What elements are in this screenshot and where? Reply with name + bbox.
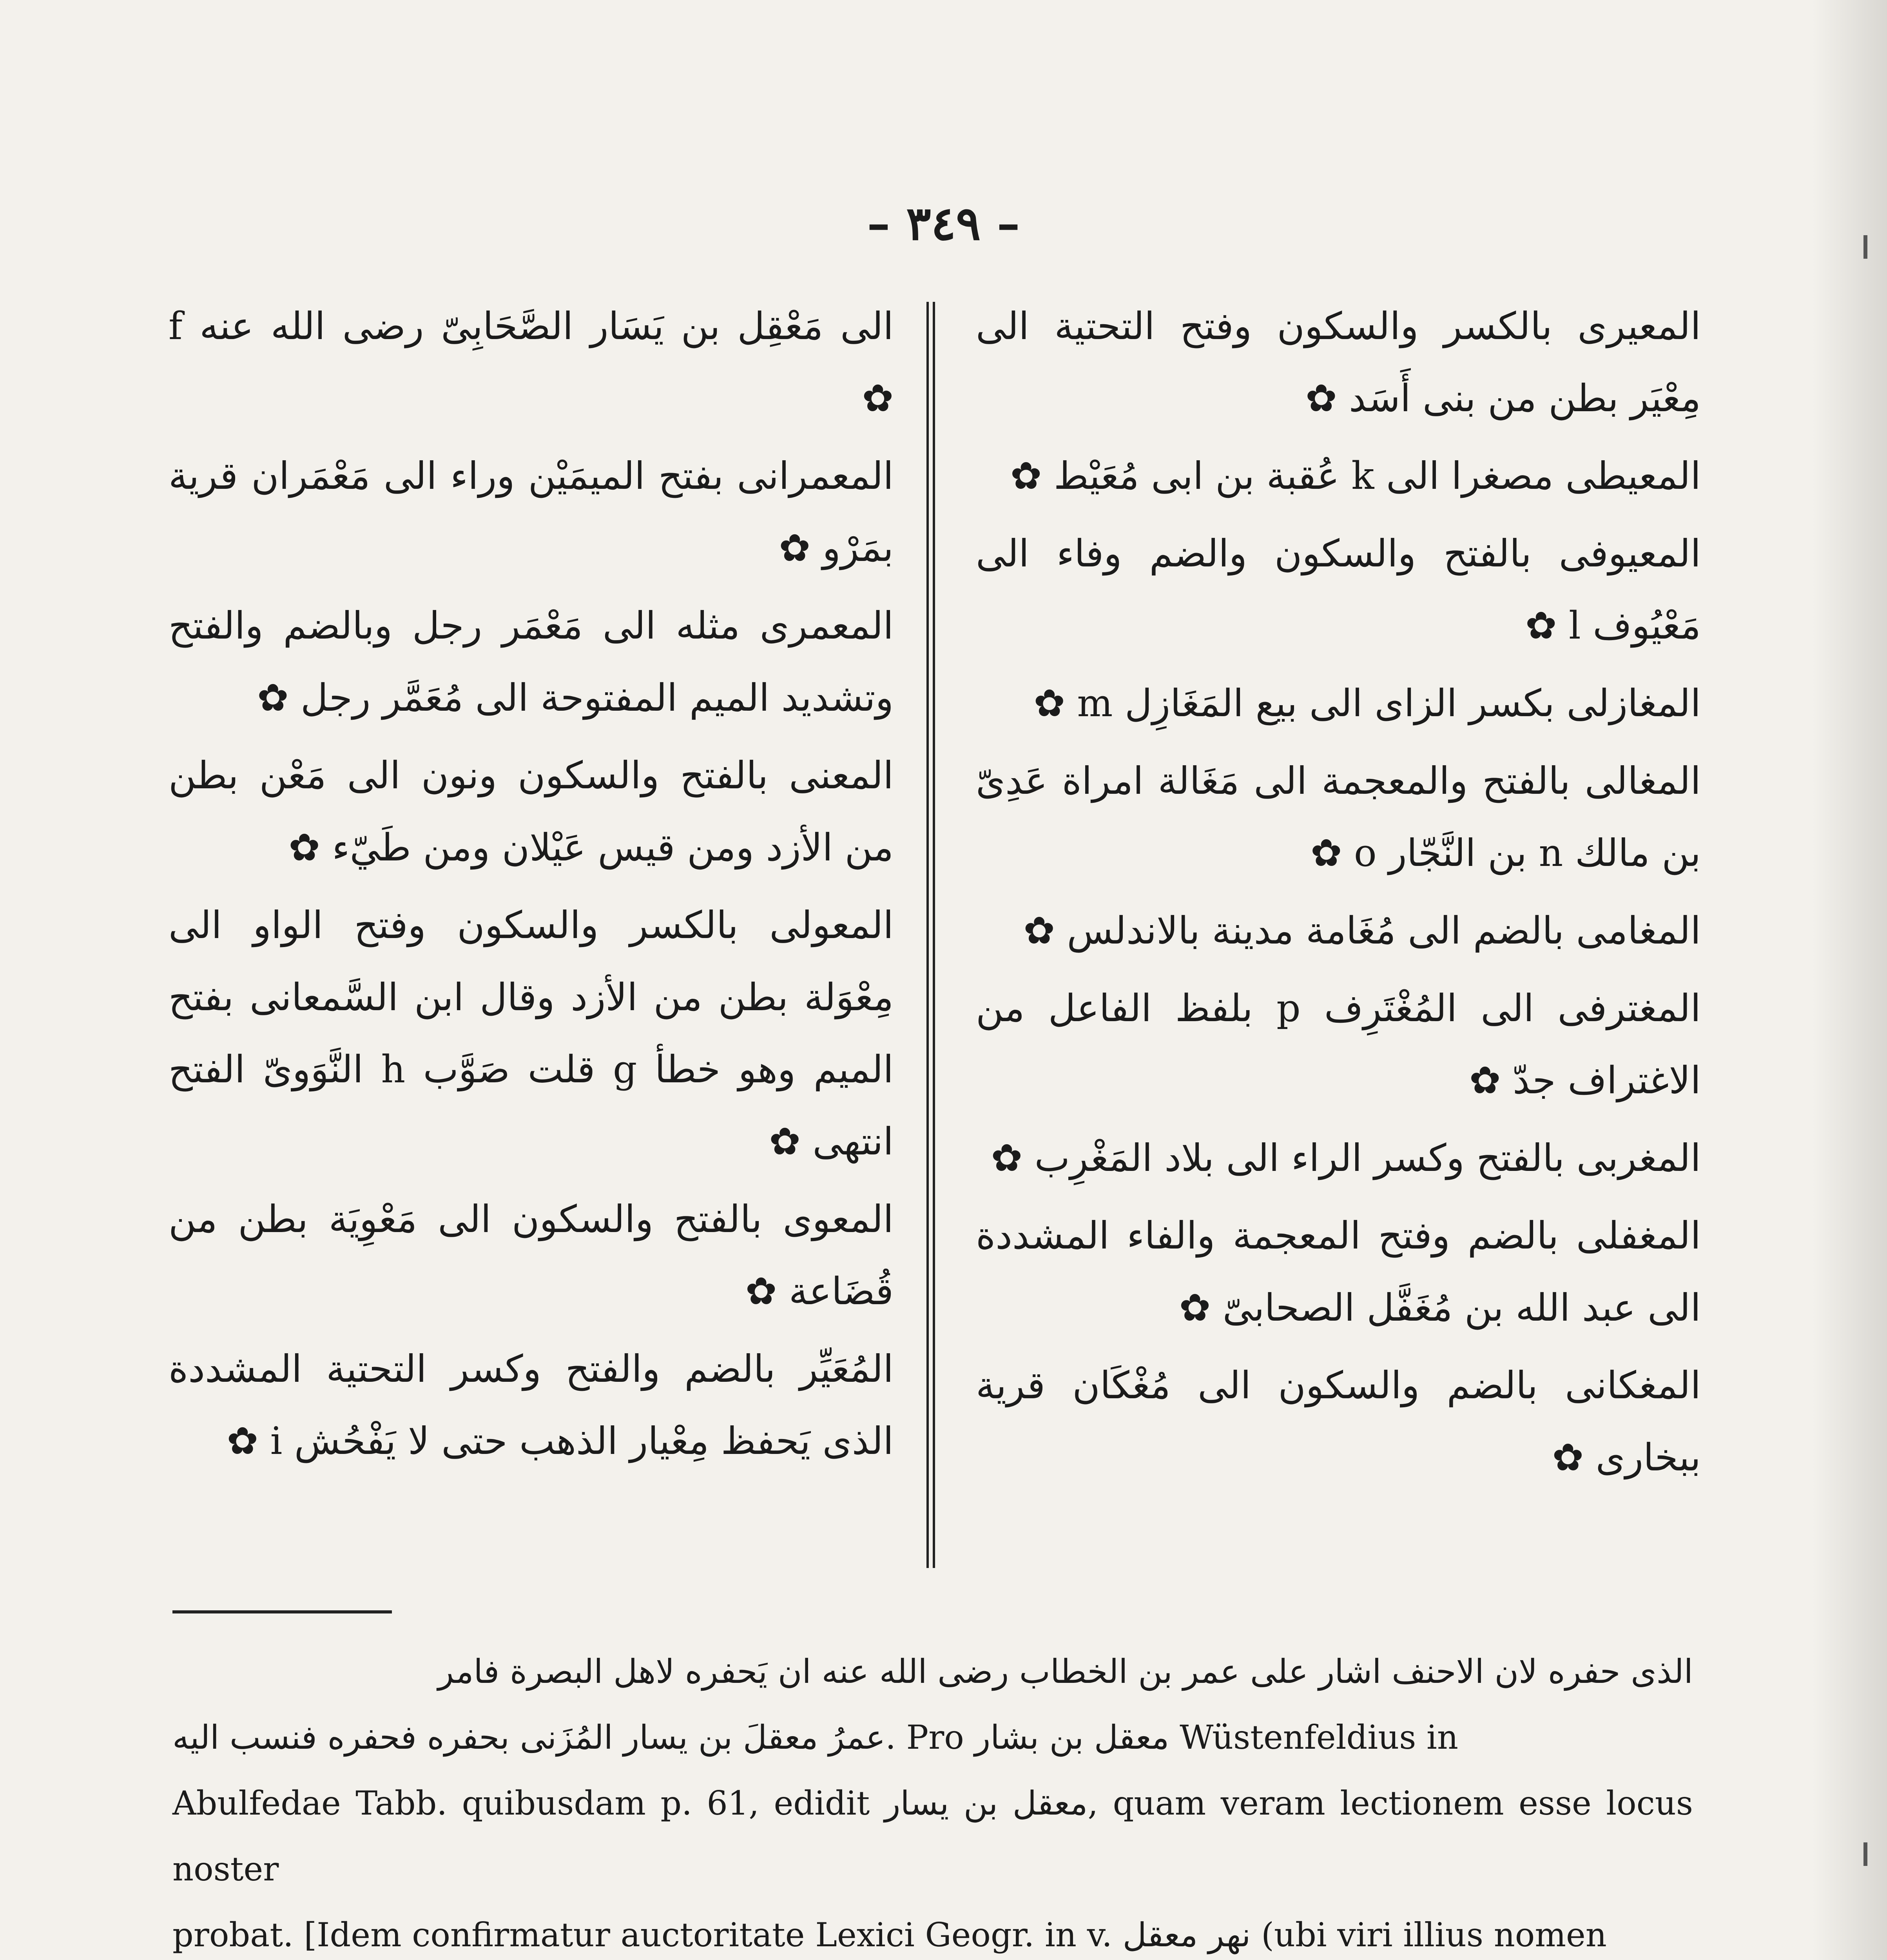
right-column [169, 290, 894, 1584]
footnote-rule [172, 1610, 392, 1613]
entry: المغالى بالفتح والمعجمة الى مَغَالة امراة عَدِىّ بن مالك n بن النَّجّار o ✿ [976, 759, 1701, 875]
entry: الى مَعْقِل بن يَسَار الصَّحَابِىّ رضى الله عنه f ✿ [169, 304, 894, 420]
footnote-line: Abulfedae Tabb. quibusdam p. 61, edidit معقل بن يسار, quam veram lectionem esse locus noster [172, 1784, 1693, 1888]
footnote-line: probat. [Idem confirmatur auctoritate Lexici Geogr. in v. نهر معقل (ubi viri illius nomen [172, 1916, 1607, 1954]
footnotes [172, 1639, 1693, 1960]
footnote-line: عمرُ معقلَ بن يسار المُزَنى بحفره فحفره فنسب اليه. Pro معقل بن بشار Wüstenfeldius in [172, 1718, 1458, 1757]
entry: المغفلى بالضم وفتح المعجمة والفاء المشددة الى عبد الله بن مُغَفَّل الصحابىّ ✿ [976, 1214, 1701, 1330]
entry: المعوى بالفتح والسكون الى مَعْوِيَة بطن من قُضَاعة ✿ [169, 1197, 894, 1313]
entry: المغترفى الى المُغْتَرِف p بلفظ الفاعل من الاغتراف جدّ ✿ [976, 986, 1701, 1102]
entry: المعيرى بالكسر والسكون وفتح التحتية الى مِعْيَر بطن من بنى أَسَد ✿ [976, 304, 1701, 420]
entry: المُعَيِّر بالضم والفتح وكسر التحتية المشددة الذى يَحفظ مِعْيار الذهب حتى لا يَفْحُش i ✿ [169, 1347, 894, 1463]
entry: المغربى بالفتح وكسر الراء الى بلاد المَغْرِب ✿ [991, 1136, 1701, 1180]
left-column [976, 290, 1701, 1584]
binding-shadow [1813, 0, 1887, 1960]
entry: المعمرانى بفتح الميمَيْن وراء الى مَعْمَران قرية بمَرْو ✿ [169, 454, 894, 570]
entry: المغكانى بالضم والسكون الى مُغْكَان قرية ببخارى ✿ [976, 1363, 1701, 1479]
entry: المعيطى مصغرا الى k عُقبة بن ابى مُعَيْط ✿ [1010, 454, 1701, 498]
column-divider [926, 302, 935, 1568]
footnote-line: الذى حفره لان الاحنف اشار على عمر بن الخطاب رضى الله عنه ان يَحفره لاهل البصرة فامر [438, 1652, 1693, 1691]
entry: المعيوفى بالفتح والسكون والضم وفاء الى مَعْيُوف l ✿ [976, 532, 1701, 648]
entry: المعولى بالكسر والسكون وفتح الواو الى مِعْوَلة بطن من الأزد وقال ابن السَّمعانى بفتح الميم وهو خطأ g قلت صَوَّب h النَّوَوىّ الفتح انتهى ✿ [169, 903, 894, 1163]
entry: المعنى بالفتح والسكون ونون الى مَعْن بطن من الأزد ومن قيس عَيْلان ومن طَيّء ✿ [169, 753, 894, 869]
entry: المغامى بالضم الى مُغَامة مدينة بالاندلس ✿ [1023, 909, 1701, 953]
edge-mark [1863, 1842, 1867, 1866]
entry: المعمرى مثله الى مَعْمَر رجل وبالضم والفتح وتشديد الميم المفتوحة الى مُعَمَّر رجل ✿ [169, 604, 894, 720]
page-number: – ٣٤٩ – [867, 196, 1020, 250]
entry: المغازلى بكسر الزاى الى بيع المَغَازِل m ✿ [1033, 681, 1701, 725]
